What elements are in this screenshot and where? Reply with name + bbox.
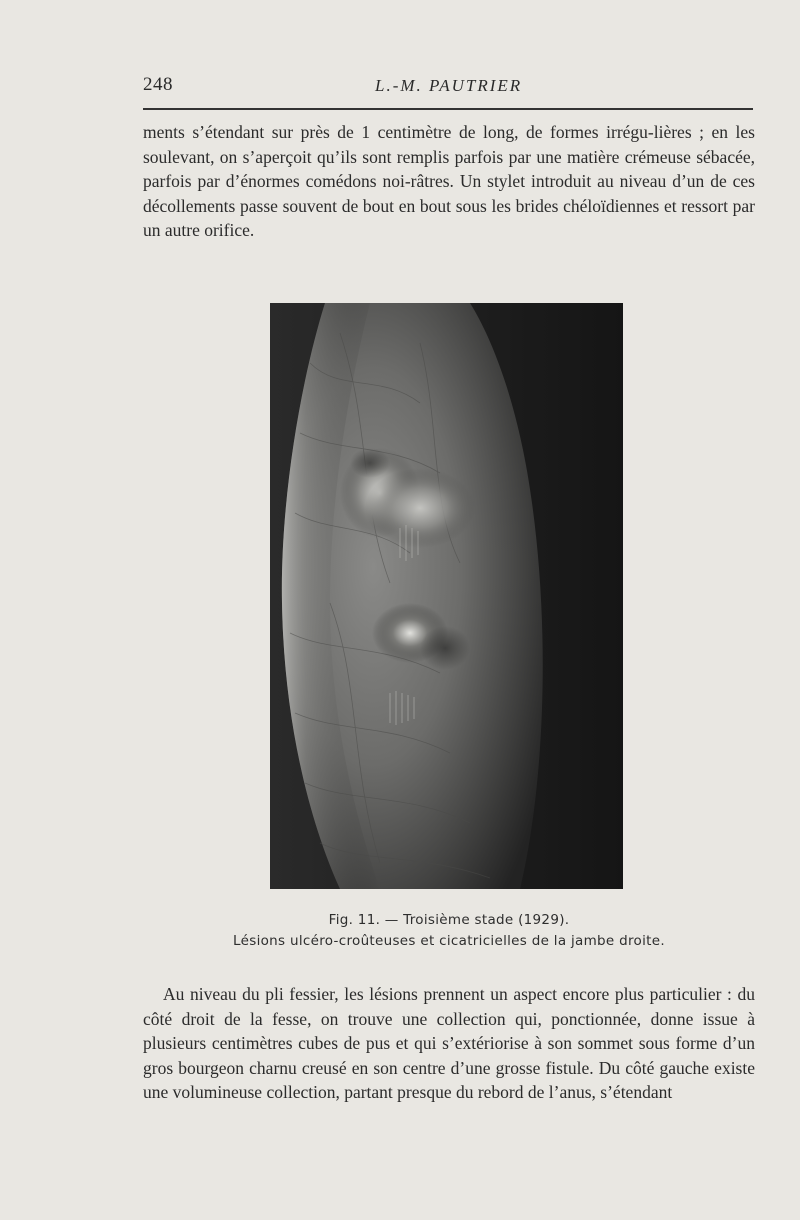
body-paragraph-1: ments s’étendant sur près de 1 centimètre de long, de formes irrégu-lières ; en les soulevant, on s’aperçoit qu’ils sont remplis parfois par une matière crémeuse sébacée, parfois par d’énormes comédons noi-râtres. Un stylet introduit au niveau d’un de ces décollements passe souvent de bout en bout sous les brides chéloïdiennes et ressort par un autre orifice.	[143, 122, 755, 240]
page-number: 248	[143, 74, 173, 95]
body-paragraph-2: Au niveau du pli fessier, les lésions prennent un aspect encore plus particulier : du côté droit de la fesse, on trouve une collection qui, ponctionnée, donne issue à plusieurs centimètres cubes de pus et qui s’extériorise à son sommet sous forme d’un gros bourgeon charnu creusé en son centre d’une grosse fistule. Du côté gauche existe une volumineuse collection, partant presque du rebord de l’anus, s’étendant	[143, 984, 755, 1102]
figure-caption-title: Fig. 11. — Troisième stade (1929).	[328, 912, 570, 928]
page-header	[143, 72, 753, 102]
figure-photograph	[270, 303, 623, 889]
figure-caption-description: Lésions ulcéro-croûteuses et cicatricielles de la jambe droite.	[233, 933, 665, 949]
header-rule	[143, 108, 753, 110]
running-head: L.-M. PAUTRIER	[375, 76, 523, 95]
